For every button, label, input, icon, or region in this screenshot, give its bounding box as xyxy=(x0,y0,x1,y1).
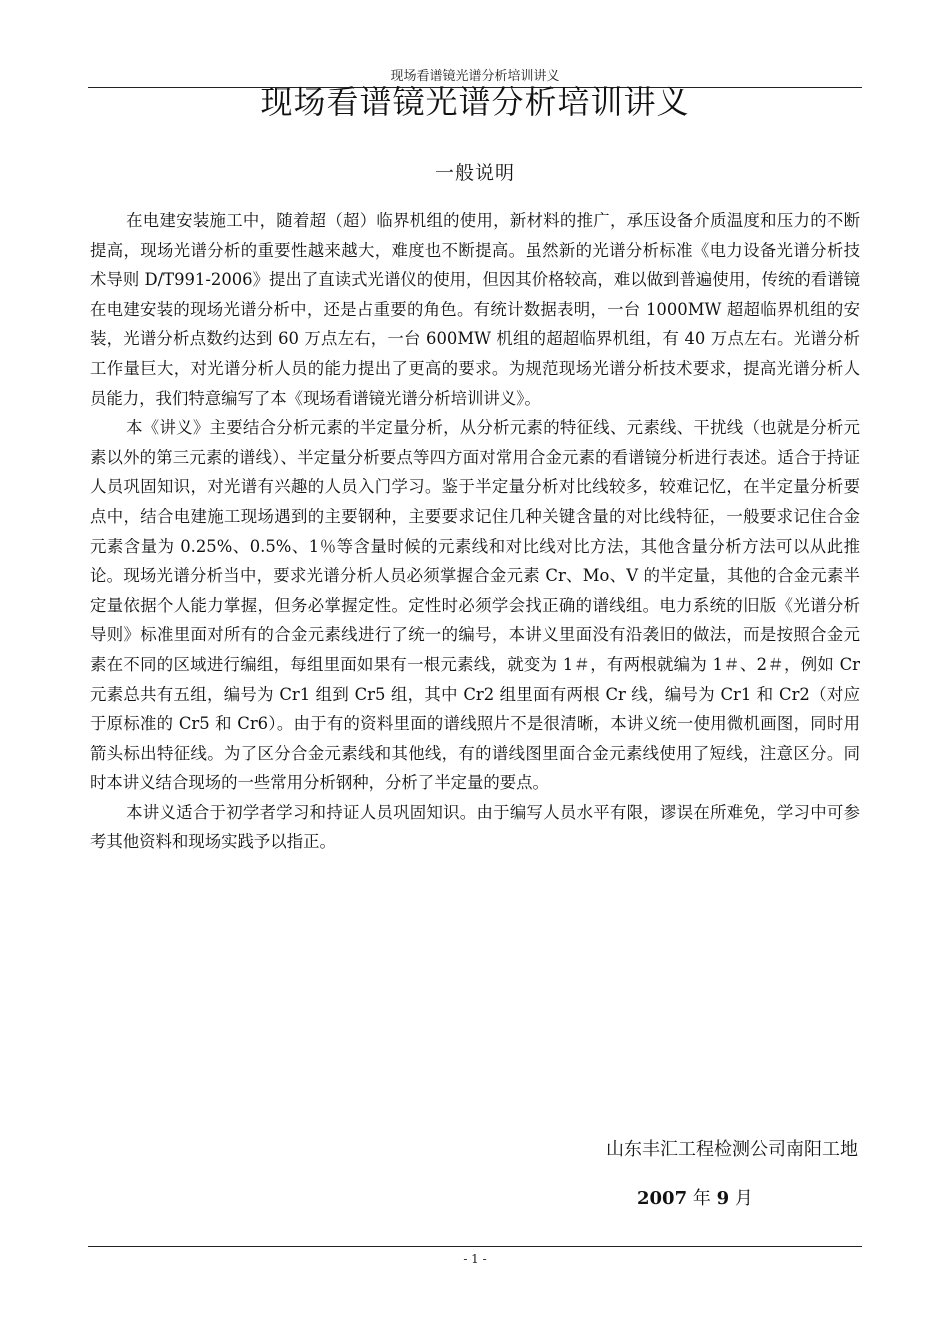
footer-rule xyxy=(88,1246,862,1247)
paragraph-2: 本《讲义》主要结合分析元素的半定量分析，从分析元素的特征线、元素线、干扰线（也就是分析元素以外的第三元素的谱线）、半定量分析要点等四方面对常用合金元素的看谱镜分析进行表述。适合于持证人员巩固知识，对光谱有兴趣的人员入门学习。鉴于半定量分析对比线较多，较难记忆，在半定量分析要点中，结合电建施工现场遇到的主要钢种，主要要求记住几种关键含量的对比线特征，一般要求记住合金元素含量为 0.25%、0.5%、1％等含量时候的元素线和对比线对比方法，其他含量分析方法可以从此推论。现场光谱分析当中，要求光谱分析人员必须掌握合金元素 Cr、Mo、V 的半定量，其他的合金元素半定量依据个人能力掌握，但务必掌握定性。定性时必须学会找正确的谱线组。电力系统的旧版《光谱分析导则》标准里面对所有的合金元素线进行了统一的编号，本讲义里面没有沿袭旧的做法，而是按照合金元素在不同的区域进行编组，每组里面如果有一根元素线，就变为 1＃，有两根就编为 1＃、2＃，例如 Cr 元素总共有五组，编号为 Cr1 组到 Cr5 组，其中 Cr2 组里面有两根 Cr 线，编号为 Cr1 和 Cr2（对应于原标准的 Cr5 和 Cr6）。由于有的资料里面的谱线照片不是很清晰，本讲义统一使用微机画图，同时用箭头标出特征线。为了区分合金元素线和其他线，有的谱线图里面合金元素线使用了短线，注意区分。同时本讲义结合现场的一些常用分析钢种，分析了半定量的要点。 xyxy=(90,418,860,793)
date-year-suffix: 年 xyxy=(692,1188,711,1209)
paragraph-1: 在电建安装施工中，随着超（超）临界机组的使用，新材料的推广，承压设备介质温度和压力的不断提高，现场光谱分析的重要性越来越大，难度也不断提高。虽然新的光谱分析标准《电力设备光谱分析技术导则 D/T991-2006》提出了直读式光谱仪的使用，但因其价格较高，难以做到普遍使用，传统的看谱镜在电建安装的现场光谱分析中，还是占重要的角色。有统计数据表明，一台 1000MW 超超临界机组的安装，光谱分析点数约达到 60 万点左右，一台 600MW 机组的超超临界机组，有 40 万点左右。光谱分析工作量巨大，对光谱分析人员的能力提出了更高的要求。为规范现场光谱分析技术要求，提高光谱分析人员能力，我们特意编写了本《现场看谱镜光谱分析培训讲义》。 xyxy=(90,211,860,408)
paragraph-3: 本讲义适合于初学者学习和持证人员巩固知识。由于编写人员水平有限，谬误在所难免，学习中可参考其他资料和现场实践予以指正。 xyxy=(90,802,860,852)
page-number: - 1 - xyxy=(463,1252,487,1266)
running-header-title: 现场看谱镜光谱分析培训讲义 xyxy=(390,69,560,84)
body-text xyxy=(90,206,860,857)
signature-organization: 山东丰汇工程检测公司南阳工地 xyxy=(606,1139,858,1160)
date-year: 2007 xyxy=(637,1188,688,1209)
document-title: 现场看谱镜光谱分析培训讲义 xyxy=(260,83,690,121)
date-month: 9 xyxy=(716,1188,730,1209)
section-heading: 一般说明 xyxy=(434,162,515,184)
document-date xyxy=(637,1186,753,1212)
date-month-suffix: 月 xyxy=(734,1188,753,1209)
